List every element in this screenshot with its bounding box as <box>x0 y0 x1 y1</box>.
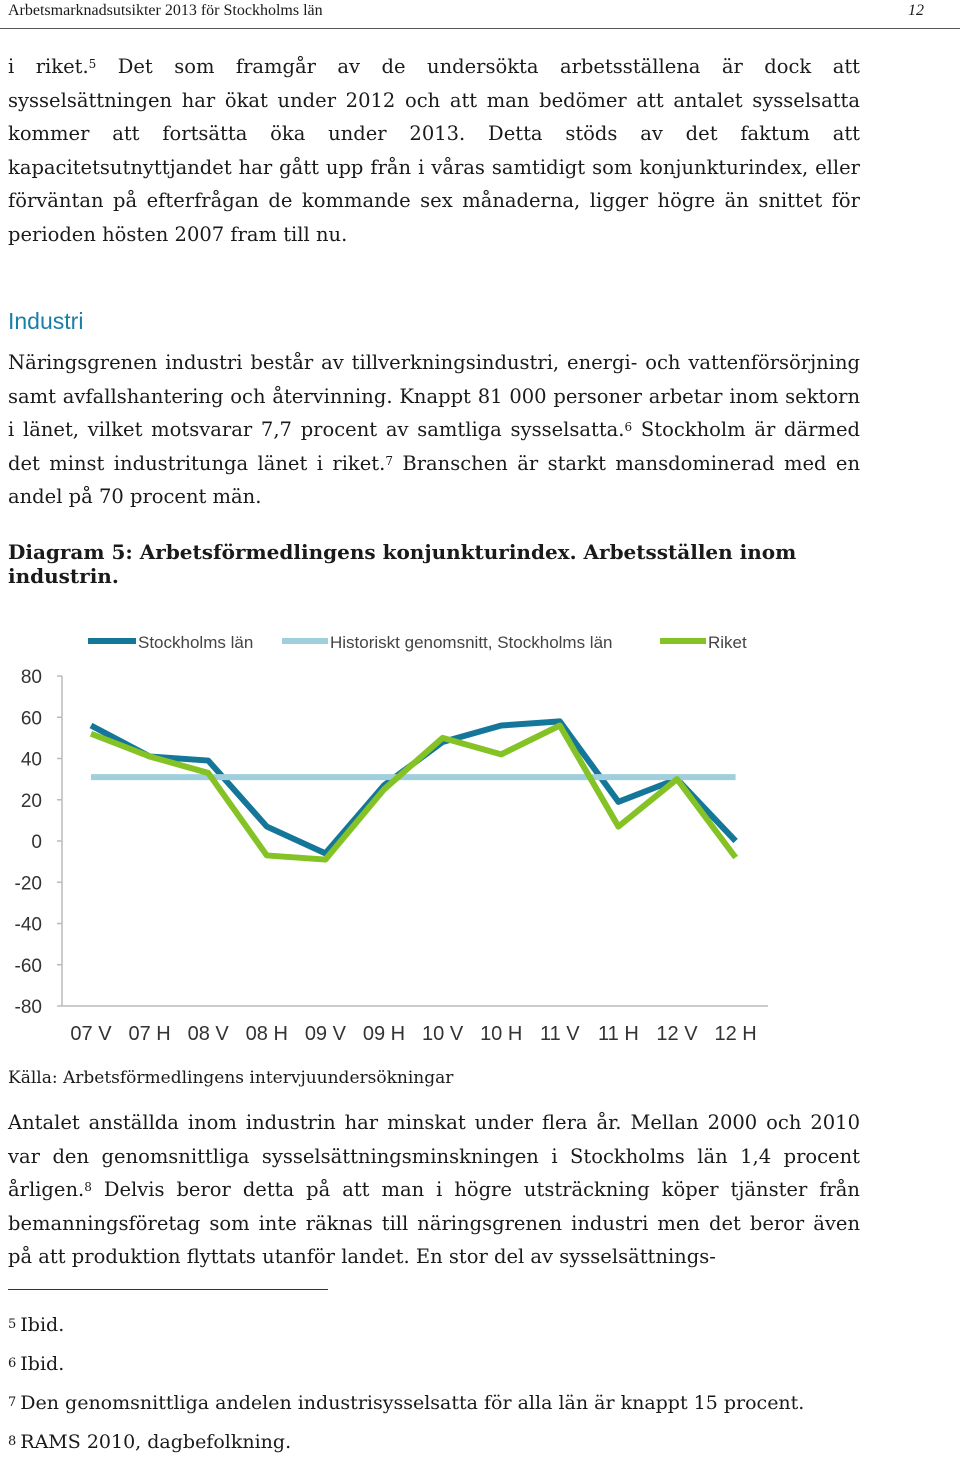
footnote <box>8 1431 291 1453</box>
paragraph-text: Stockholm är därmed det minst industritunga länet i riket. <box>8 418 860 475</box>
x-tick-label: 11 H <box>598 1023 639 1045</box>
x-tick-label: 07 V <box>70 1023 112 1045</box>
footnote-text: Ibid. <box>20 1353 65 1375</box>
y-tick-label: 20 <box>20 790 42 812</box>
paragraph-text: Näringsgrenen industri består av tillverkningsindustri, energi- och vattenförsörjning samt avfallshantering och återvinning. Knappt 81 000 personer arbetar inom sektorn i länet, vilket motsvarar 7,7 procent av samtliga sysselsatta. <box>8 351 860 441</box>
x-tick-label: 09 H <box>362 1023 406 1045</box>
footnote-ref[interactable]: 7 <box>385 453 393 468</box>
chart-source: Källa: Arbetsförmedlingens intervjuundersökningar <box>8 1068 454 1088</box>
page-number: 12 <box>908 2 924 19</box>
paragraph-text: Det som framgår av de undersökta arbetsställena är dock att sysselsättningen har ökat under 2012 och att man bedömer att antalet sysselsatta kommer att fortsätta öka under 2013. Detta stöds av det faktum att kapacitetsutnyttjandet har gått upp från i våras samtidigt som konjunkturindex, eller förväntan på efterfrågan de kommande sex månaderna, ligger högre än snittet för perioden hösten 2007 fram till nu. <box>8 55 860 246</box>
y-tick-label: -60 <box>14 955 42 977</box>
document-title: Arbetsmarknadsutsikter 2013 för Stockholms län <box>8 2 323 19</box>
paragraph-text: Antalet anställda inom industrin har minskat under flera år. Mellan 2000 och 2010 var den genomsnittliga sysselsättningsminskningen i Stockholms län 1,4 procent årligen. <box>8 1111 860 1201</box>
x-tick-label: 08 V <box>187 1023 229 1045</box>
footnote-number: 7 <box>8 1395 17 1410</box>
footnote-text: RAMS 2010, dagbefolkning. <box>20 1431 292 1453</box>
x-tick-label: 07 H <box>128 1023 171 1045</box>
y-tick-label: 60 <box>20 708 42 730</box>
line-chart <box>0 620 960 1060</box>
paragraph-text: i riket. <box>8 55 89 78</box>
legend-label: Riket <box>708 633 747 652</box>
x-tick-label: 10 H <box>480 1023 523 1045</box>
footnote <box>8 1392 804 1414</box>
footnote-number: 8 <box>8 1434 17 1449</box>
y-tick-label: -40 <box>14 914 42 936</box>
paragraph-text: Branschen är starkt mansdominerad med en andel på 70 procent män. <box>8 451 861 508</box>
footnote-text: Ibid. <box>20 1314 65 1336</box>
y-tick-label: 0 <box>31 832 42 853</box>
footnote-ref[interactable]: 6 <box>624 420 633 434</box>
x-tick-label: 10 V <box>422 1023 464 1045</box>
paragraph-text: Delvis beror detta på att man i högre utsträckning köper tjänster från bemanningsföretag som inte räknas till näringsgrenen industri men det beror även på att produktion flyttats utanför landet. En stor del av sysselsättnings- <box>8 1178 860 1268</box>
page-header <box>0 0 960 29</box>
footnote <box>8 1314 64 1336</box>
x-tick-label: 12 H <box>714 1023 757 1045</box>
footnote-number: 5 <box>8 1317 17 1332</box>
diagram-caption: Diagram 5: Arbetsförmedlingens konjunkturindex. Arbetsställen inom industrin. <box>8 540 797 588</box>
x-tick-label: 11 V <box>539 1023 580 1045</box>
footnote-ref[interactable]: 5 <box>88 57 97 71</box>
section-heading: Industri <box>8 308 84 334</box>
footnote-number: 6 <box>8 1356 17 1371</box>
paragraph-industri <box>8 346 860 514</box>
x-tick-label: 12 V <box>656 1023 698 1045</box>
footnote-divider <box>8 1289 328 1290</box>
paragraph-intro <box>8 50 860 251</box>
legend-label: Stockholms län <box>138 633 254 652</box>
paragraph-employment <box>8 1106 860 1274</box>
legend-label: Historiskt genomsnitt, Stockholms län <box>330 633 613 652</box>
x-tick-label: 08 H <box>245 1023 288 1045</box>
y-tick-label: -80 <box>14 997 42 1018</box>
footnote <box>8 1353 64 1375</box>
footnote-text: Den genomsnittliga andelen industrisysselsatta för alla län är knappt 15 procent. <box>20 1392 805 1414</box>
footnote-ref[interactable]: 8 <box>84 1180 92 1194</box>
x-tick-label: 09 V <box>304 1023 346 1045</box>
y-tick-label: 40 <box>20 749 42 771</box>
series-line <box>91 721 736 853</box>
y-tick-label: -20 <box>14 873 42 895</box>
y-tick-label: 80 <box>20 667 42 688</box>
